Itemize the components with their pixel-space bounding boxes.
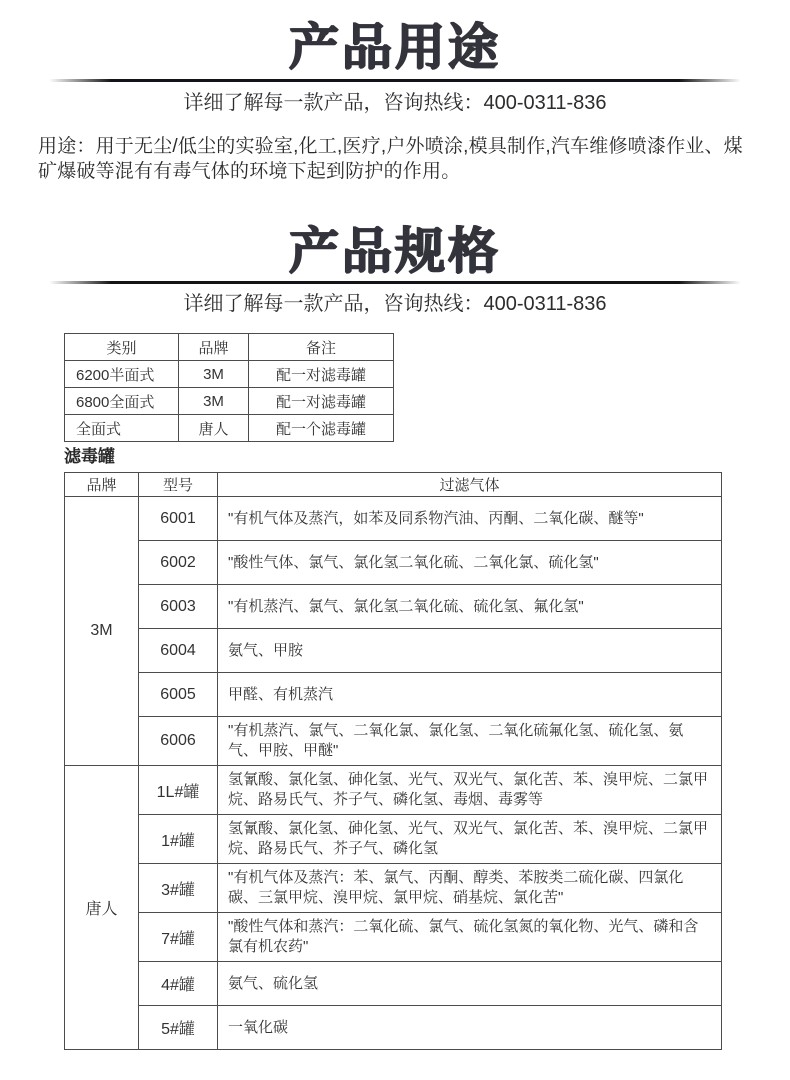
cell-model: 1#罐 (139, 815, 218, 864)
cell-gases: 氨气、甲胺 (218, 629, 722, 673)
col-header-category: 类别 (65, 334, 179, 361)
respirator-spec-table (64, 333, 394, 442)
cell-brand-3m: 3M (65, 497, 139, 766)
specs-hotline-text: 详细了解每一款产品，咨询热线：400-0311-836 (183, 293, 607, 315)
section-specs (0, 184, 790, 1050)
col-header-brand: 品牌 (65, 473, 139, 497)
table-row (65, 629, 722, 673)
table-row (65, 766, 722, 815)
usage-hotline-text: 详细了解每一款产品，咨询热线：400-0311-836 (183, 92, 607, 114)
cell-category: 6800全面式 (65, 388, 179, 415)
cell-model: 6005 (139, 673, 218, 717)
usage-title: 产品用途 (289, 19, 501, 75)
table-row (65, 717, 722, 766)
cell-gases: 氨气、硫化氢 (218, 962, 722, 1006)
specs-title: 产品规格 (289, 223, 501, 279)
col-header-brand: 品牌 (179, 334, 249, 361)
cell-gases: 氢氰酸、氯化氢、砷化氢、光气、双光气、氯化苦、苯、溴甲烷、二氯甲烷、路易氏气、芥子气、磷化氢 (218, 815, 722, 864)
cell-model: 6002 (139, 541, 218, 585)
usage-description: 用途：用于无尘/低尘的实验室,化工,医疗,户外喷涂,模具制作,汽车维修喷漆作业、煤矿爆破等混有有毒气体的环境下起到防护的作用。 (38, 136, 743, 182)
cell-model: 3#罐 (139, 864, 218, 913)
cell-category: 6200半面式 (65, 361, 179, 388)
col-header-note: 备注 (249, 334, 394, 361)
cell-gases: "酸性气体、氯气、氯化氢二氧化硫、二氧化氯、硫化氢" (218, 541, 722, 585)
cell-gases: "酸性气体和蒸汽：二氧化硫、氯气、硫化氢氮的氧化物、光气、磷和含氯有机农药" (218, 913, 722, 962)
section-usage (0, 0, 790, 184)
cell-gases: 一氧化碳 (218, 1006, 722, 1050)
table-row (65, 962, 722, 1006)
cell-note: 配一对滤毒罐 (249, 361, 394, 388)
cell-brand: 3M (179, 361, 249, 388)
cell-note: 配一个滤毒罐 (249, 415, 394, 442)
cell-gases: "有机气体及蒸汽，如苯及同系物汽油、丙酮、二氧化碳、醚等" (218, 497, 722, 541)
table-row (65, 361, 394, 388)
cell-model: 7#罐 (139, 913, 218, 962)
cell-gases: "有机蒸汽、氯气、二氧化氯、氯化氢、二氧化硫氟化氢、硫化氢、氨气、甲胺、甲醚" (218, 717, 722, 766)
table-row (65, 497, 722, 541)
col-header-model: 型号 (139, 473, 218, 497)
title-divider (49, 281, 741, 284)
table-row (65, 415, 394, 442)
table-row (65, 913, 722, 962)
cell-gases: 甲醛、有机蒸汽 (218, 673, 722, 717)
cell-model: 4#罐 (139, 962, 218, 1006)
cartridge-table (64, 472, 722, 1050)
cell-model: 6006 (139, 717, 218, 766)
cell-category: 全面式 (65, 415, 179, 442)
cell-gases: 氢氰酸、氯化氢、砷化氢、光气、双光气、氯化苦、苯、溴甲烷、二氯甲烷、路易氏气、芥子气、磷化氢、毒烟、毒雾等 (218, 766, 722, 815)
cell-brand: 唐人 (179, 415, 249, 442)
cell-model: 6003 (139, 585, 218, 629)
cell-model: 5#罐 (139, 1006, 218, 1050)
table-row (65, 673, 722, 717)
cell-brand: 3M (179, 388, 249, 415)
table-row (65, 864, 722, 913)
cartridge-heading: 滤毒罐 (64, 447, 115, 466)
cell-note: 配一对滤毒罐 (249, 388, 394, 415)
table-row (65, 388, 394, 415)
cell-model: 6004 (139, 629, 218, 673)
table-row (65, 1006, 722, 1050)
table-row (65, 815, 722, 864)
cell-model: 6001 (139, 497, 218, 541)
table-header-row (65, 473, 722, 497)
cell-gases: "有机气体及蒸汽：苯、氯气、丙酮、醇类、苯胺类二硫化碳、四氯化碳、三氯甲烷、溴甲烷、氯甲烷、硝基烷、氯化苦" (218, 864, 722, 913)
table-header-row (65, 334, 394, 361)
title-divider (49, 79, 741, 82)
cell-model: 1L#罐 (139, 766, 218, 815)
cell-brand-tangren: 唐人 (65, 766, 139, 1050)
col-header-gases: 过滤气体 (218, 473, 722, 497)
table-row (65, 585, 722, 629)
table-row (65, 541, 722, 585)
cell-gases: "有机蒸汽、氯气、氯化氢二氧化硫、硫化氢、氟化氢" (218, 585, 722, 629)
